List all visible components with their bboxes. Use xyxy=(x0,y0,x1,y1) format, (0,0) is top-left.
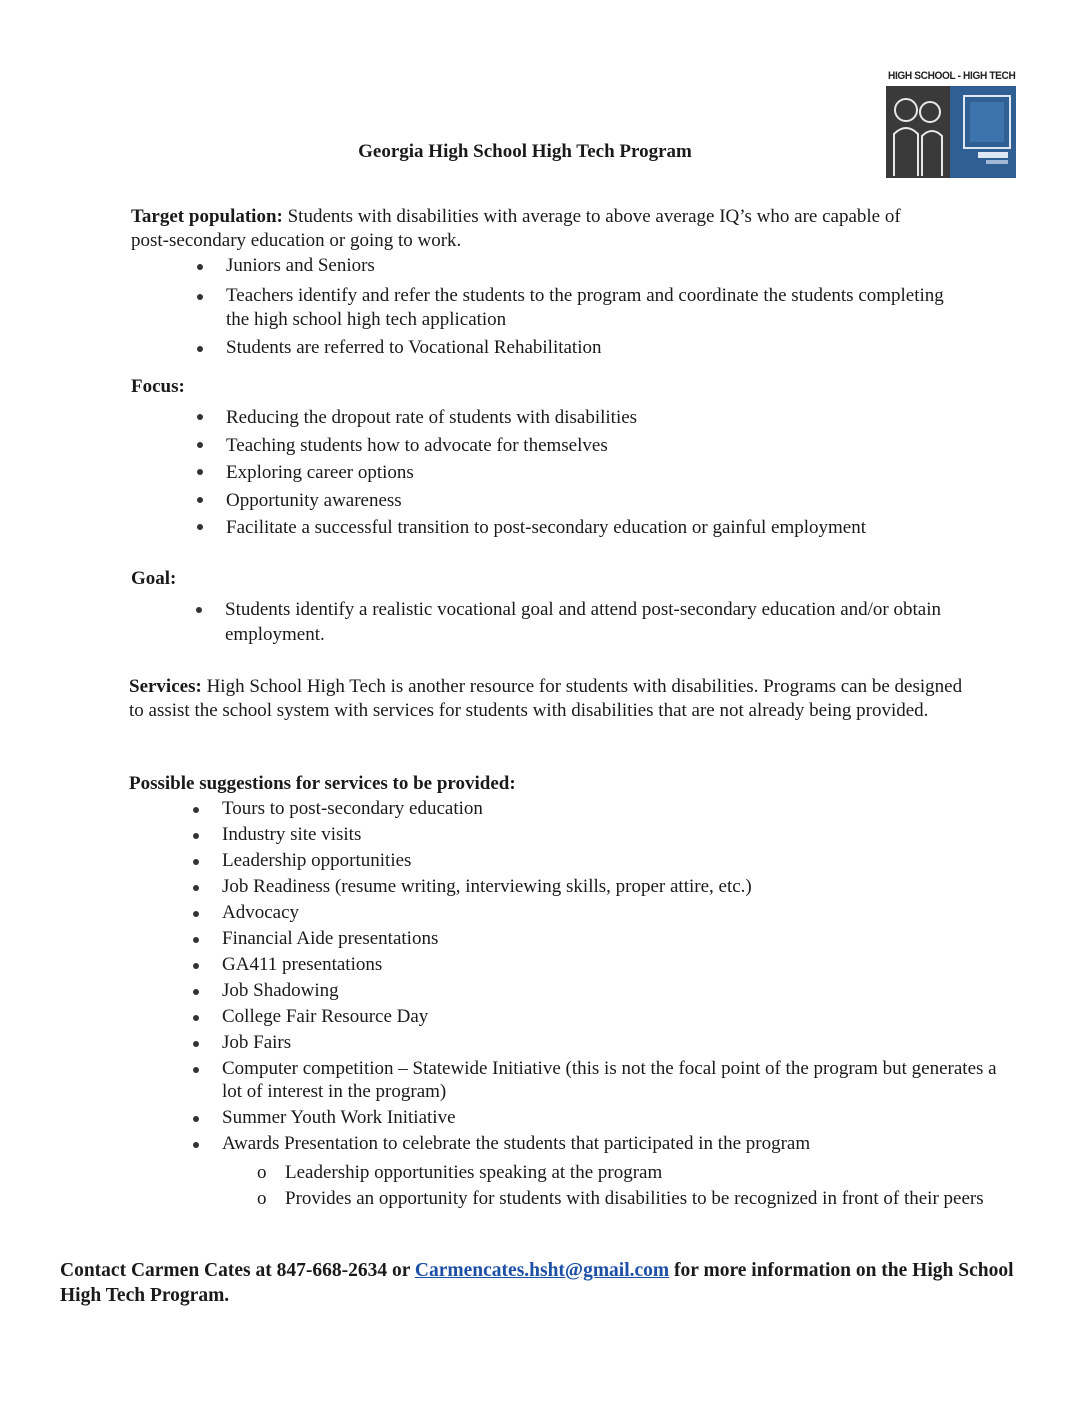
bullet-icon xyxy=(197,524,203,530)
target-population-text: Students with disabilities with average to above average IQ’s who are capable of post-secondary education or going to work. xyxy=(131,206,901,251)
bullet-icon xyxy=(197,414,203,420)
list-item: Facilitate a successful transition to post-secondary education or gainful employment xyxy=(226,514,986,542)
list-item: College Fair Resource Day xyxy=(222,1005,1012,1028)
list-item: GA411 presentations xyxy=(222,953,1012,976)
list-item: Reducing the dropout rate of students with disabilities xyxy=(226,404,986,432)
bullet-icon xyxy=(197,264,203,270)
focus-label: Focus: xyxy=(131,376,185,397)
bullet-icon xyxy=(193,1015,199,1021)
list-item: Teachers identify and refer the students to the program and coordinate the students completing the high school high tech application xyxy=(226,284,966,332)
target-population-label: Target population: xyxy=(131,206,283,227)
bullet-icon xyxy=(193,833,199,839)
sub-bullet-icon: o xyxy=(257,1188,267,1209)
sub-bullet-icon: o xyxy=(257,1162,267,1183)
list-item: Juniors and Seniors xyxy=(226,254,966,278)
list-item: Tours to post-secondary education xyxy=(222,797,1012,820)
list-item: Summer Youth Work Initiative xyxy=(222,1106,1012,1129)
list-item: Advocacy xyxy=(222,901,1012,924)
target-population-paragraph xyxy=(131,205,931,253)
bullet-icon xyxy=(193,1142,199,1148)
page-title: Georgia High School High Tech Program xyxy=(358,141,692,162)
list-item: o Leadership opportunities speaking at the program xyxy=(257,1162,663,1183)
list-item: Students identify a realistic vocational goal and attend post-secondary education and/or obtain employment. xyxy=(225,597,985,647)
list-item: Leadership opportunities xyxy=(222,849,1012,872)
list-item: Job Fairs xyxy=(222,1031,1012,1054)
target-population-list xyxy=(226,254,966,360)
bullet-icon xyxy=(197,442,203,448)
logo-text: HIGH SCHOOL - HIGH TECH xyxy=(888,70,1016,82)
bullet-icon xyxy=(193,911,199,917)
contact-email-link[interactable]: Carmencates.hsht@gmail.com xyxy=(414,1260,670,1281)
bullet-icon xyxy=(193,963,199,969)
bullet-icon xyxy=(197,346,203,352)
bullet-icon xyxy=(193,807,199,813)
services-label: Services: xyxy=(129,676,202,697)
bullet-icon xyxy=(193,1067,199,1073)
goal-label: Goal: xyxy=(131,568,177,589)
bullet-icon xyxy=(193,885,199,891)
services-paragraph xyxy=(129,675,969,723)
goal-list xyxy=(225,597,985,647)
awards-sub-list xyxy=(257,1161,1025,1210)
contact-suffix: for more information on the High School High Tech Program. xyxy=(60,1260,1014,1306)
bullet-icon xyxy=(193,937,199,943)
bullet-icon xyxy=(196,607,202,613)
list-item: Job Readiness (resume writing, interviewing skills, proper attire, etc.) xyxy=(222,875,1012,898)
bullet-icon xyxy=(193,1041,199,1047)
bullet-icon xyxy=(193,859,199,865)
list-item: Opportunity awareness xyxy=(226,487,986,515)
list-item: Students are referred to Vocational Rehabilitation xyxy=(226,336,966,360)
list-item: Computer competition – Statewide Initiative (this is not the focal point of the program but generates a lot of interest in the program) xyxy=(222,1057,1012,1103)
services-text: High School High Tech is another resource for students with disabilities. Programs can be designed to assist the school system with services for students with disabilities that are not already being provided. xyxy=(129,676,963,721)
bullet-icon xyxy=(197,469,203,475)
list-item: Awards Presentation to celebrate the students that participated in the program xyxy=(222,1132,1012,1155)
list-item: Industry site visits xyxy=(222,823,1012,846)
bullet-icon xyxy=(193,989,199,995)
list-item: Teaching students how to advocate for themselves xyxy=(226,432,986,460)
bullet-icon xyxy=(197,497,203,503)
suggestions-list xyxy=(222,797,1012,1155)
list-item: o Provides an opportunity for students with disabilities to be recognized in front of their peers xyxy=(257,1188,984,1209)
focus-list xyxy=(226,404,986,542)
bullet-icon xyxy=(197,294,203,300)
hsht-logo xyxy=(884,70,1018,180)
contact-paragraph xyxy=(60,1258,1040,1308)
list-item: Exploring career options xyxy=(226,459,986,487)
bullet-icon xyxy=(193,1116,199,1122)
logo-image xyxy=(886,86,1016,178)
list-item: Job Shadowing xyxy=(222,979,1012,1002)
contact-prefix: Contact Carmen Cates at 847-668-2634 or xyxy=(60,1260,415,1281)
suggestions-label: Possible suggestions for services to be provided: xyxy=(129,773,516,794)
list-item: Financial Aide presentations xyxy=(222,927,1012,950)
